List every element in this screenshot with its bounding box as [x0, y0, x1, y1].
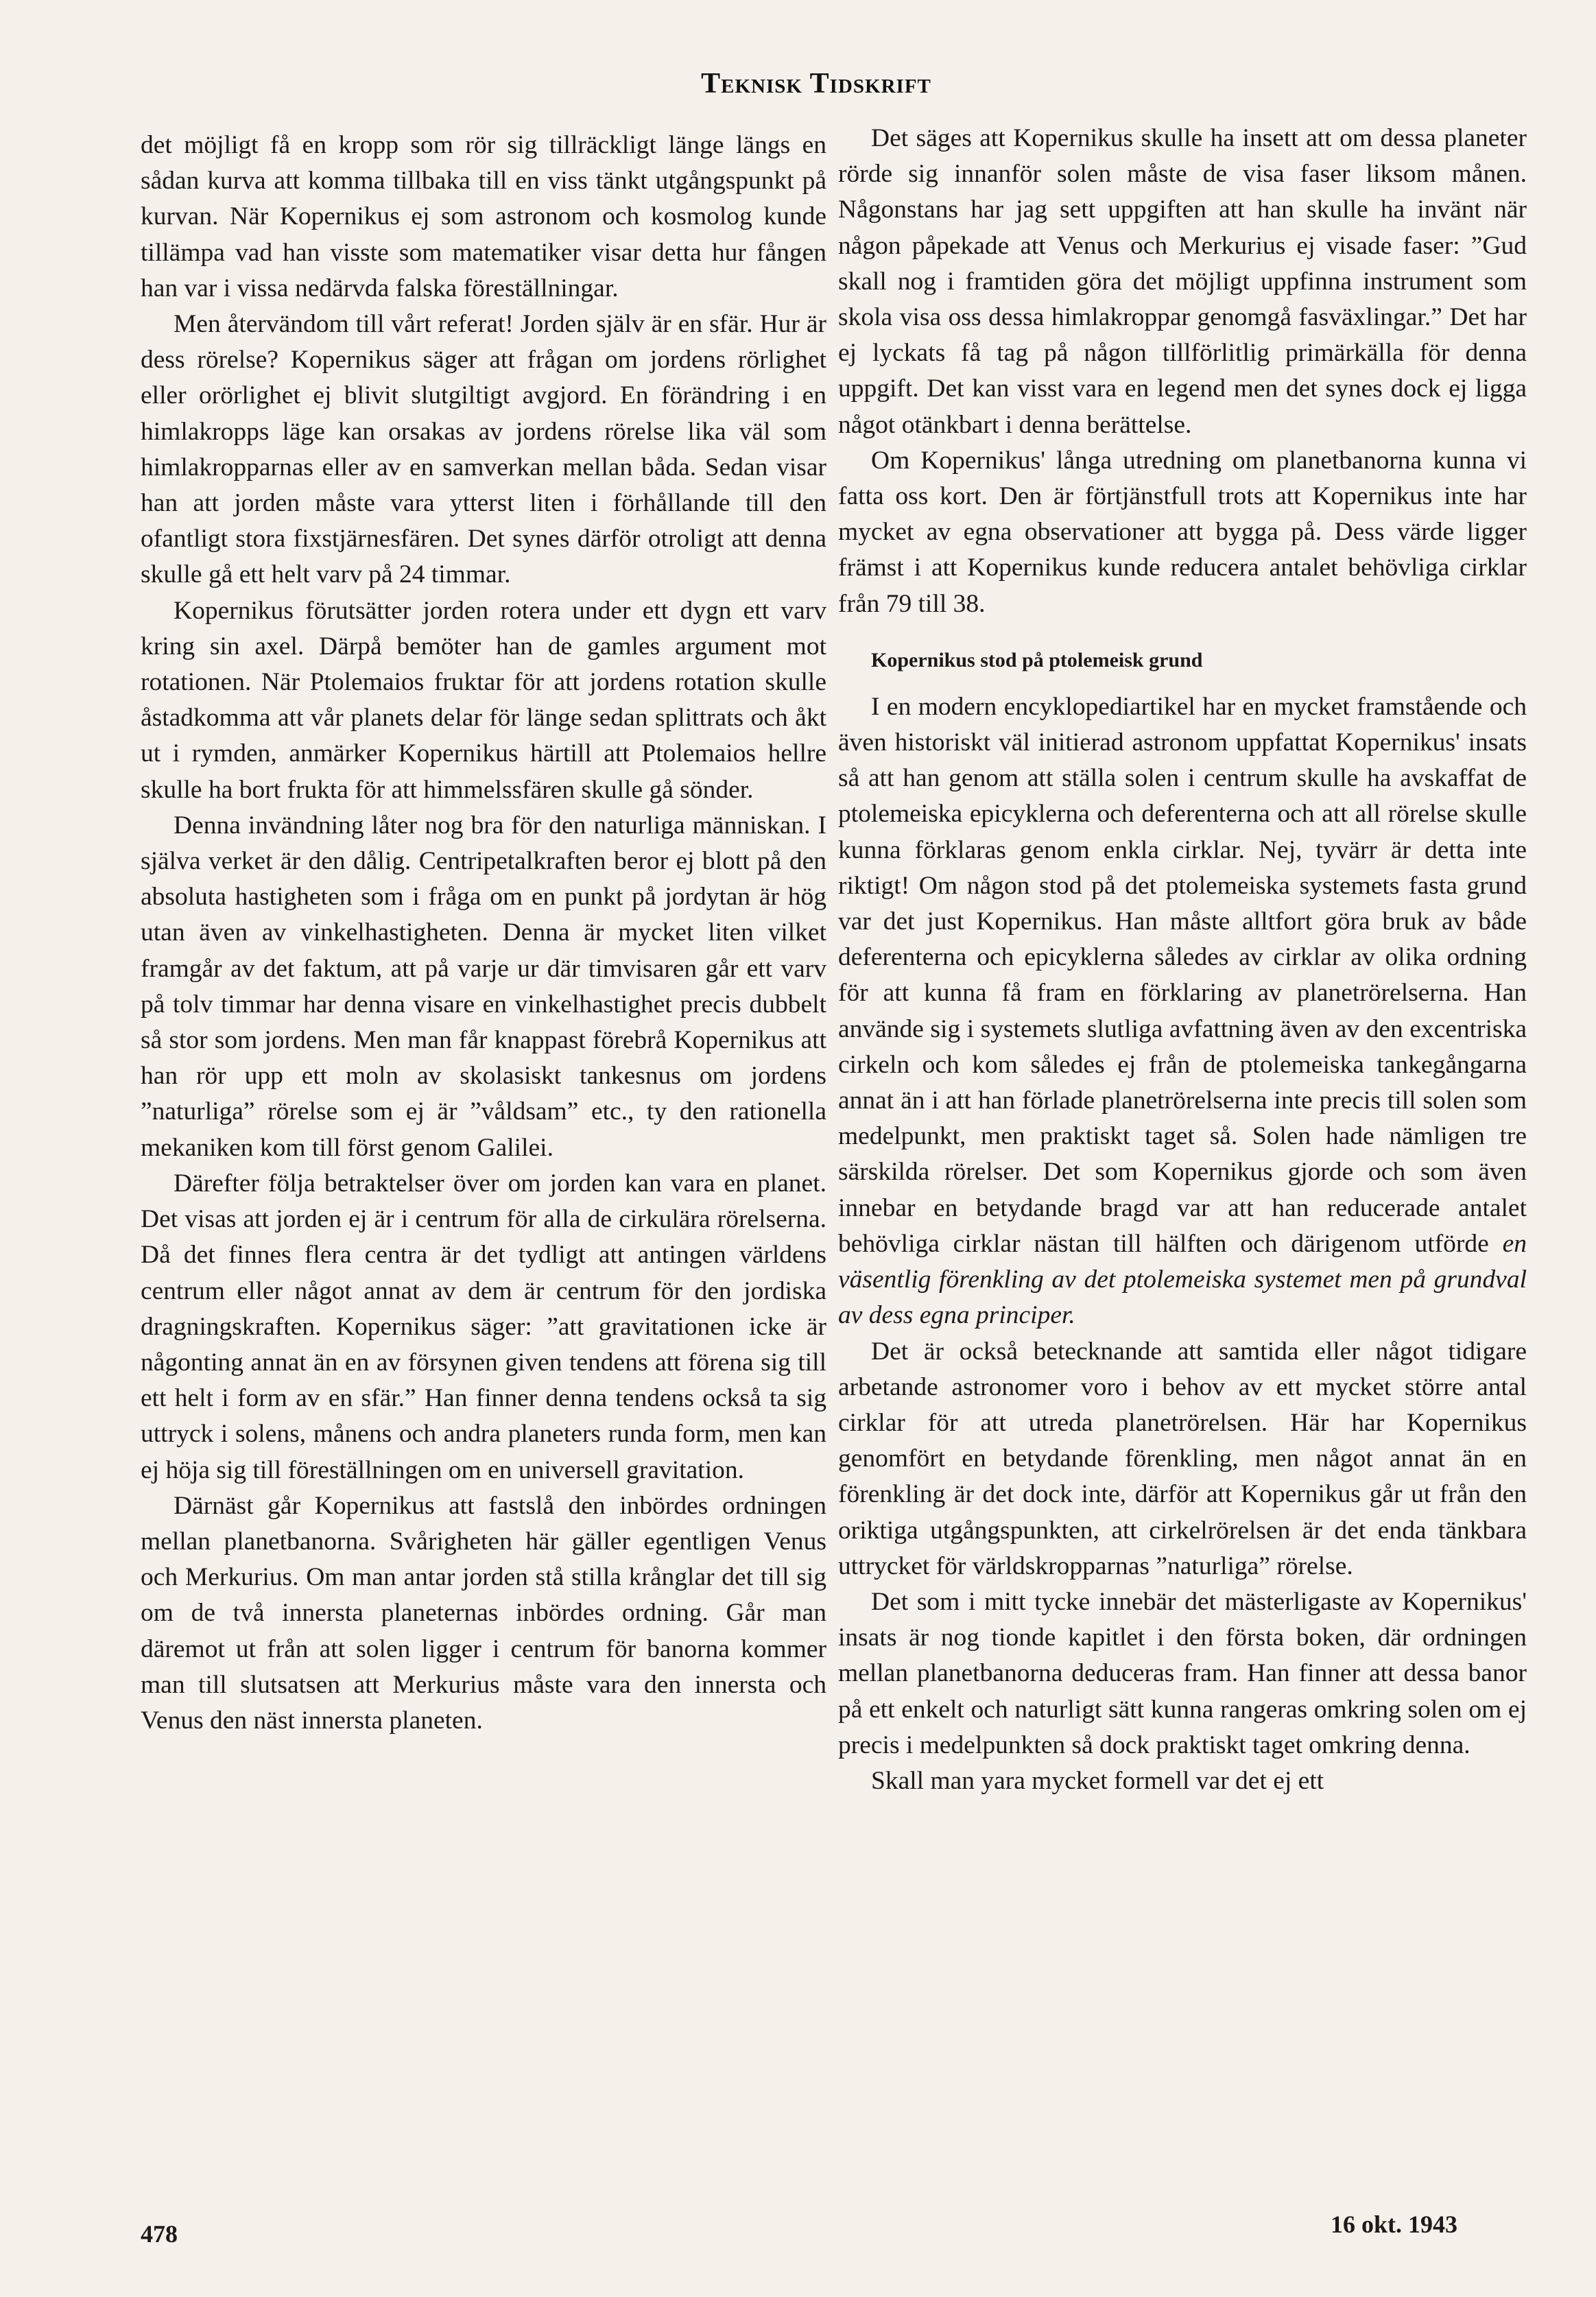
paragraph: Det säges att Kopernikus skulle ha insett att om dessa planeter rörde sig innanför solen måste de visa faser liksom månen. Någonstans har jag sett uppgiften att han skulle ha invänt när någon påpekade att Venus och Merkurius ej visade faser: ”Gud skall nog i framtiden göra det möjligt uppfinna instrument som skola visa oss dessa himlakroppar genomgå fasväxlingar.” Det har ej lyckats få tag på någon tillförlitlig primärkälla för denna uppgift. Det kan visst vara en legend men det synes dock ej ligga något otänkbart i denna berättelse.	[838, 124, 1527, 439]
italic-emphasis: en väsentlig förenkling av det ptolemeiska systemet men på grundval av dess egna principer.	[838, 1229, 1527, 1330]
paragraph: Kopernikus förutsätter jorden rotera under ett dygn ett varv kring sin axel. Därpå bemöter han de gamles argument mot rotationen. När Ptolemaios fruktar för att jordens rotation skulle åstadkomma att vår planets delar för länge sedan splittrats och åkt ut i rymden, anmärker Kopernikus härtill att Ptolemaios hellre skulle ha bort frukta för att himmelssfären skulle gå sönder.	[141, 596, 826, 804]
paragraph: Det som i mitt tycke innebär det mästerligaste av Kopernikus' insats är nog tionde kapitlet i den första boken, där ordningen mellan planetbanorna deduceras fram. Han finner att dessa banor på ett enkelt och naturligt sätt kunna rangeras omkring solen om ej precis i medelpunkten så dock praktiskt taget omkring denna.	[838, 1587, 1527, 1759]
left-column	[141, 128, 826, 1739]
paragraph-text: I en modern encyklopediartikel har en mycket framstående och även historiskt väl initierad astronom uppfattat Kopernikus' insats så att han genom att ställa solen i centrum skulle ha avskaffat de ptolemeiska epicyklerna och deferenterna och att all rörelse skulle kunna förklaras genom enkla cirklar. Nej, tyvärr är detta inte riktigt! Om någon stod på det ptolemeiska systemets fasta grund var det just Kopernikus. Han måste alltfort göra bruk av både deferenterna och epicyklerna således av cirklar av olika ordning för att kunna få fram en förklaring av planetrörelserna. Han använde sig i systemets slutliga avfattning även av den excentriska cirkeln och kom således ej från de ptolemeiska tankegångarna annat än i att han förlade planetrörelserna inte precis till solen som medelpunkt, men praktiskt taget så. Solen hade nämligen tre särskilda rörelser. Det som Kopernikus gjorde och som även innebar en betydande bragd var att han reducerade antalet behövliga cirklar nästan till hälften och därigenom utförde	[838, 692, 1527, 1258]
issue-date: 16 okt. 1943	[1331, 2211, 1458, 2238]
journal-header: Teknisk Tidskrift	[701, 68, 931, 99]
paragraph	[838, 689, 1527, 1334]
section-subheading: Kopernikus stod på ptolemeisk grund	[871, 648, 1203, 671]
paragraph: Därnäst går Kopernikus att fastslå den inbördes ordningen mellan planetbanorna. Svårigheten här gäller egentligen Venus och Merkurius. Om man antar jorden stå stilla krånglar det till sig om de två innersta planeternas inbördes ordning. Går man däremot ut från att solen ligger i centrum för banorna kommer man till slutsatsen att Merkurius måste vara den innersta och Venus den näst innersta planeten.	[141, 1491, 826, 1735]
paragraph: det möjligt få en kropp som rör sig tillräckligt länge längs en sådan kurva att komma tillbaka till en viss tänkt utgångspunkt på kurvan. När Kopernikus ej som astronom och kosmolog kunde tillämpa vad han visste som matematiker visar detta hur fången han var i vissa nedärvda falska föreställningar.	[141, 131, 826, 302]
paragraph: Denna invändning låter nog bra för den naturliga människan. I själva verket är den dålig. Centripetalkraften beror ej blott på den absoluta hastigheten som i fråga om en punkt på jordytan är hög utan även av vinkelhastigheten. Denna är mycket liten vilket framgår av det faktum, att på varje ur där timvisaren går ett varv på tolv timmar har denna visare en vinkelhastighet precis dubbelt så stor som jordens. Men man får knappast förebrå Kopernikus att han rör upp ett moln av skolasiskt tankesnus om jordens ”naturliga” rörelse som ej är ”våldsam” etc., ty den rationella mekaniken kom till först genom Galilei.	[141, 811, 826, 1162]
paragraph: Om Kopernikus' långa utredning om planetbanorna kunna vi fatta oss kort. Den är förtjänstfull trots att Kopernikus inte har mycket av egna observationer att bygga på. Dess värde ligger främst i att Kopernikus kunde reducera antalet behövliga cirklar från 79 till 38.	[838, 446, 1527, 618]
right-column	[838, 121, 1527, 1799]
paragraph: Skall man yara mycket formell var det ej ett	[871, 1766, 1324, 1795]
page-number: 478	[141, 2220, 178, 2248]
paragraph: Därefter följa betraktelser över om jorden kan vara en planet. Det visas att jorden ej är i centrum för alla de cirkulära rörelserna. Då det finnes flera centra är det tydligt att antingen världens centrum eller något annat av dem är centrum för den jordiska dragningskraften. Kopernikus säger: ”att gravitationen icke är någonting annat än en av försynen given tendens att förena sig till ett helt i form av en sfär.” Han finner denna tendens också ta sig uttryck i solens, månens och andra planeters runda form, men kan ej höja sig till föreställningen om en universell gravitation.	[141, 1169, 826, 1484]
paragraph: Det är också betecknande att samtida eller något tidigare arbetande astronomer voro i behov av ett mycket större antal cirklar för att utreda planetrörelsen. Här har Kopernikus genomfört en betydande förenkling, men något annat än en förenkling är det dock inte, därför att Kopernikus går ut från den oriktiga utgångspunkten, att cirkelrörelsen är det enda tänkbara uttrycket för världskropparnas ”naturliga” rörelse.	[838, 1337, 1527, 1580]
paragraph: Men återvändom till vårt referat! Jorden själv är en sfär. Hur är dess rörelse? Kopernikus säger att frågan om jordens rörlighet eller orörlighet ej blivit slutgiltigt avgjord. En förändring i en himlakropps läge kan orsakas av jordens rörelse lika väl som himlakropparnas eller av en samverkan mellan båda. Sedan visar han att jorden måste vara ytterst liten i förhållande till den ofantligt stora fixstjärnesfären. Det synes därför otroligt att denna skulle gå ett helt varv på 24 timmar.	[141, 310, 826, 589]
